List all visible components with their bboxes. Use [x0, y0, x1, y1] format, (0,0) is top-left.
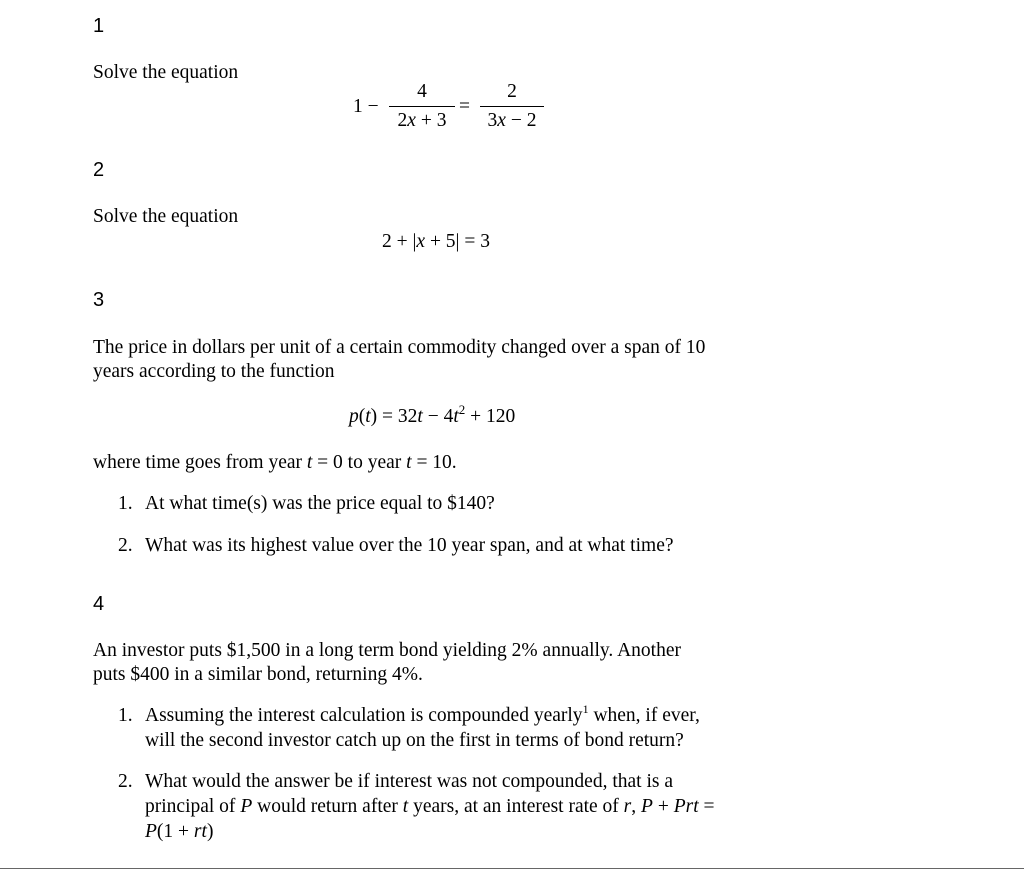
q2-t: t: [402, 796, 409, 817]
problem-4-question-2-line-2: [145, 795, 714, 819]
q2-eq: =: [698, 796, 715, 817]
q2-P2: P: [641, 796, 653, 817]
equation-2-part-b: + 5| = 3: [425, 231, 490, 252]
problem-number-1: 1: [93, 15, 105, 37]
problem-3-question-1-label: 1.: [118, 493, 133, 514]
q2-P: P: [240, 796, 253, 817]
fraction-1-den-coef: 2: [397, 110, 408, 131]
where-a: where time goes from year: [93, 452, 307, 473]
fraction-2-den-var: x: [497, 110, 506, 131]
problem-4-intro-line-1: An investor puts $1,500 in a long term bond yielding 2% annually. Another: [93, 640, 681, 661]
price-function: [349, 402, 516, 428]
problem-3-question-1: At what time(s) was the price equal to $140?: [145, 493, 495, 514]
fn-t2: t: [417, 406, 423, 427]
problem-3-intro-line-2: years according to the function: [93, 361, 335, 382]
problem-number-3: 3: [93, 289, 105, 311]
q2-line3-rt: rt: [193, 821, 207, 842]
fraction-2-denominator: [480, 110, 544, 132]
problem-2-prompt: Solve the equation: [93, 206, 239, 227]
problem-3-question-2-label: 2.: [118, 535, 133, 556]
problem-4-question-1-line-2: will the second investor catch up on the first in terms of bond return?: [145, 730, 684, 751]
q2-plus: +: [652, 796, 674, 817]
fn-mid: ) = 32: [370, 406, 418, 427]
q2-line2-c: years, at an interest rate of: [408, 796, 624, 817]
problem-3-intro-line-1: The price in dollars per unit of a certain commodity changed over a span of 10: [93, 337, 706, 358]
q2-line2-a: principal of: [145, 796, 241, 817]
fn-t: t: [365, 406, 371, 427]
fn-p: p: [349, 406, 359, 427]
q2-line3-a: (1 +: [156, 821, 194, 842]
fraction-2-den-coef: 3: [487, 110, 498, 131]
equation-2: [382, 231, 490, 253]
equation-1-lhs: 1 −: [353, 96, 379, 117]
fraction-2: [480, 81, 544, 132]
problem-4-question-1-label: 1.: [118, 705, 133, 726]
fraction-1-numerator: 4: [417, 81, 427, 102]
problem-4-question-2-line-1: What would the answer be if interest was not compounded, that is a: [145, 771, 673, 792]
q2-line2-b: would return after: [252, 796, 403, 817]
fraction-2-bar: [480, 106, 544, 107]
problem-number-2: 2: [93, 159, 105, 181]
footnote-marker[interactable]: 1: [582, 702, 589, 716]
fraction-1-bar: [389, 106, 455, 107]
q2-r: r: [623, 796, 632, 817]
page-bottom-divider: [0, 868, 1024, 869]
problem-4-question-1-line-1: [145, 704, 700, 728]
fraction-1: [389, 81, 455, 132]
fn-minus: − 4: [422, 406, 454, 427]
fn-t3: t: [453, 406, 459, 427]
fn-end: + 120: [465, 406, 516, 427]
where-b: = 0 to year: [312, 452, 407, 473]
q2-Prt: Prt: [673, 796, 699, 817]
equation-1-equals: =: [459, 96, 470, 117]
fraction-2-den-const: − 2: [505, 110, 537, 131]
where-c: = 10.: [411, 452, 457, 473]
q2-line3-b: ): [206, 821, 214, 842]
q1-line1-a: Assuming the interest calculation is compounded yearly: [145, 705, 583, 726]
equation-2-var: x: [416, 231, 426, 252]
problem-4-question-2-line-3: [145, 820, 213, 844]
q2-line3-P: P: [145, 821, 157, 842]
problem-3-domain-text: [93, 451, 457, 475]
problem-4-question-2-label: 2.: [118, 771, 133, 792]
fraction-1-den-const: + 3: [415, 110, 447, 131]
problem-1-prompt: Solve the equation: [93, 62, 239, 83]
fraction-1-den-var: x: [407, 110, 416, 131]
q1-line1-b: when, if ever,: [588, 705, 700, 726]
where-t2: t: [406, 452, 412, 473]
q2-line2-d: ,: [631, 796, 642, 817]
where-t1: t: [306, 452, 313, 473]
problem-number-4: 4: [93, 593, 105, 615]
problem-3-question-2: What was its highest value over the 10 year span, and at what time?: [145, 535, 674, 556]
fn-exponent: 2: [458, 402, 466, 417]
fraction-1-denominator: [389, 110, 455, 132]
fraction-2-numerator: 2: [507, 81, 517, 102]
fn-open: (: [358, 406, 366, 427]
problem-4-intro-line-2: puts $400 in a similar bond, returning 4%.: [93, 664, 423, 685]
equation-2-part-a: 2 + |: [382, 231, 417, 252]
